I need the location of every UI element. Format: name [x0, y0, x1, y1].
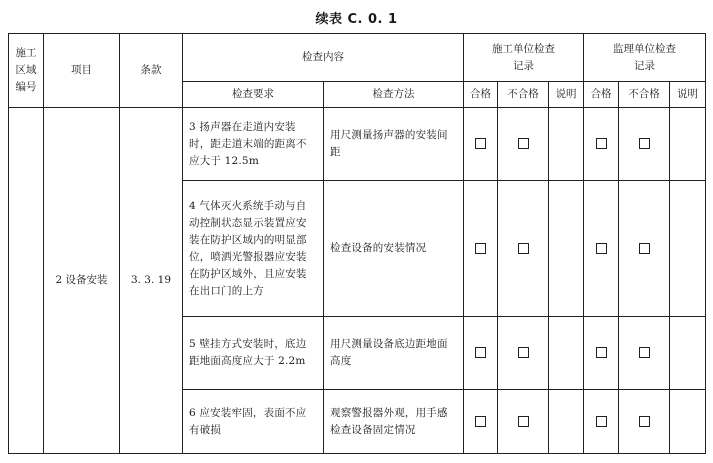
- header-content: 检查内容: [183, 34, 464, 82]
- supervisor-pass-cell[interactable]: [584, 317, 619, 390]
- header-supervisor-pass: 合格: [584, 82, 619, 108]
- requirement-cell: 6 应安装牢固，表面不应有破损: [183, 390, 324, 454]
- supervisor-pass-cell[interactable]: [584, 108, 619, 181]
- contractor-fail-cell[interactable]: [498, 390, 549, 454]
- requirement-cell: 3 扬声器在走道内安装时，距走道末端的距离不应大于 12.5m: [183, 108, 324, 181]
- checkbox[interactable]: [639, 243, 650, 254]
- supervisor-fail-cell[interactable]: [619, 108, 670, 181]
- header-contractor-pass: 合格: [464, 82, 498, 108]
- supervisor-note-cell[interactable]: [670, 181, 706, 317]
- contractor-fail-cell[interactable]: [498, 181, 549, 317]
- contractor-note-cell[interactable]: [549, 108, 584, 181]
- area-cell: [9, 108, 44, 454]
- checkbox[interactable]: [596, 416, 607, 427]
- header-item: 项目: [44, 34, 120, 108]
- header-clause: 条款: [120, 34, 183, 108]
- item-cell: 2 设备安装: [44, 108, 120, 454]
- method-cell: 用尺测量扬声器的安装间距: [324, 108, 464, 181]
- clause-cell: 3. 3. 19: [120, 108, 183, 454]
- contractor-pass-cell[interactable]: [464, 390, 498, 454]
- checkbox[interactable]: [639, 416, 650, 427]
- checkbox[interactable]: [475, 138, 486, 149]
- contractor-fail-cell[interactable]: [498, 108, 549, 181]
- supervisor-pass-cell[interactable]: [584, 181, 619, 317]
- header-supervisor-note: 说明: [670, 82, 706, 108]
- checkbox[interactable]: [518, 416, 529, 427]
- line-gap-artifact: [459, 205, 463, 245]
- checkbox[interactable]: [518, 347, 529, 358]
- supervisor-fail-cell[interactable]: [619, 317, 670, 390]
- contractor-note-cell[interactable]: [549, 390, 584, 454]
- checkbox[interactable]: [639, 347, 650, 358]
- checkbox[interactable]: [475, 347, 486, 358]
- supervisor-note-cell[interactable]: [670, 108, 706, 181]
- header-contractor: 施工单位检查记录: [464, 34, 584, 82]
- requirement-cell: 4 气体灭火系统手动与自动控制状态显示装置应安装在防护区域内的明显部位，喷洒光警报器应安装在防护区域外，且应安装在出口门的上方: [183, 181, 324, 317]
- supervisor-fail-cell[interactable]: [619, 181, 670, 317]
- header-method: 检查方法: [324, 82, 464, 108]
- checkbox[interactable]: [475, 243, 486, 254]
- method-cell: 观察警报器外观，用手感检查设备固定情况: [324, 390, 464, 454]
- header-contractor-note: 说明: [549, 82, 584, 108]
- contractor-pass-cell[interactable]: [464, 108, 498, 181]
- checkbox[interactable]: [639, 138, 650, 149]
- supervisor-fail-cell[interactable]: [619, 390, 670, 454]
- supervisor-pass-cell[interactable]: [584, 390, 619, 454]
- header-supervisor: 监理单位检查记录: [584, 34, 706, 82]
- checkbox[interactable]: [518, 243, 529, 254]
- page-title: 续表 C. 0. 1: [315, 12, 398, 27]
- checkbox[interactable]: [475, 416, 486, 427]
- header-requirement: 检查要求: [183, 82, 324, 108]
- method-cell: 用尺测量设备底边距地面高度: [324, 317, 464, 390]
- contractor-note-cell[interactable]: [549, 317, 584, 390]
- supervisor-note-cell[interactable]: [670, 390, 706, 454]
- contractor-fail-cell[interactable]: [498, 317, 549, 390]
- checkbox[interactable]: [596, 347, 607, 358]
- header-supervisor-fail: 不合格: [619, 82, 670, 108]
- header-area: 施工区域编号: [9, 34, 44, 108]
- inspection-table: [8, 33, 706, 454]
- contractor-pass-cell[interactable]: [464, 181, 498, 317]
- supervisor-note-cell[interactable]: [670, 317, 706, 390]
- checkbox[interactable]: [596, 243, 607, 254]
- checkbox[interactable]: [518, 138, 529, 149]
- checkbox[interactable]: [596, 138, 607, 149]
- contractor-note-cell[interactable]: [549, 181, 584, 317]
- contractor-pass-cell[interactable]: [464, 317, 498, 390]
- requirement-cell: 5 壁挂方式安装时，底边距地面高度应大于 2.2m: [183, 317, 324, 390]
- table-row: [9, 108, 706, 181]
- line-gap-artifact: [544, 318, 548, 360]
- header-contractor-fail: 不合格: [498, 82, 549, 108]
- method-cell: 检查设备的安装情况: [324, 181, 464, 317]
